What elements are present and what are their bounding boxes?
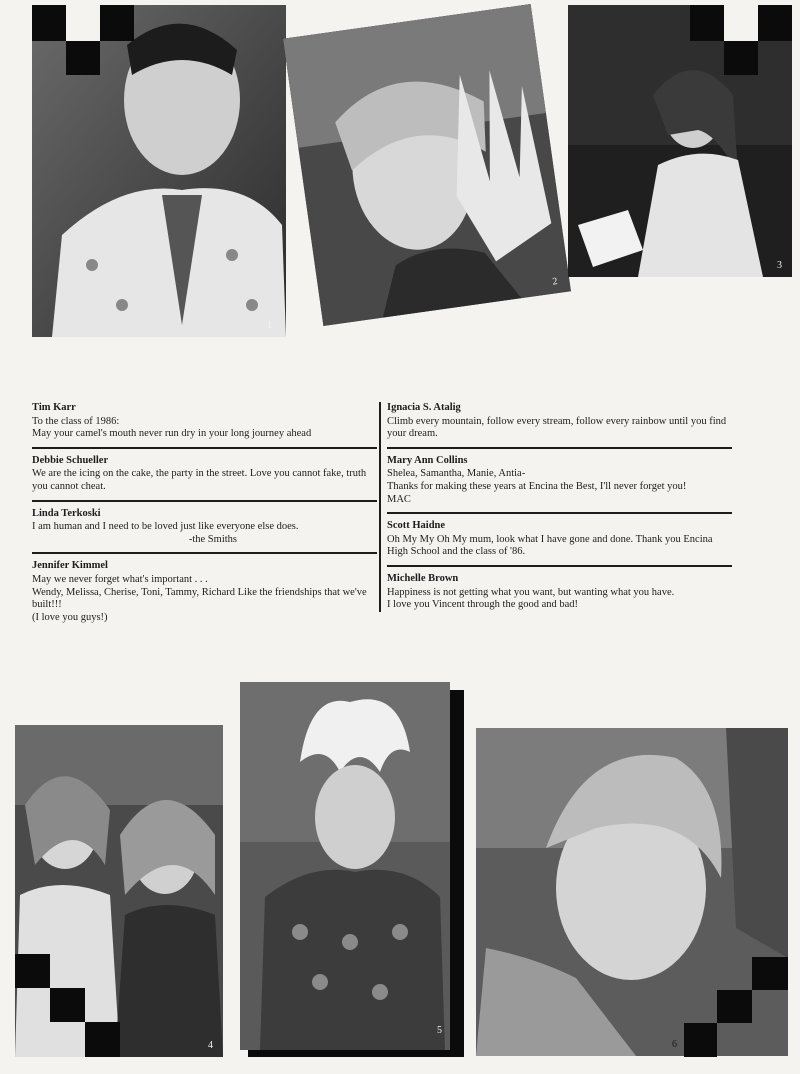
entry-line: Happiness is not getting what you want, but wanting what you have.	[387, 586, 675, 598]
entry-line: To the class of 1986:	[32, 415, 120, 427]
checker-block	[684, 1023, 717, 1057]
right-column	[387, 402, 732, 612]
divider	[387, 512, 732, 514]
photo-number: 6	[672, 1039, 677, 1050]
entry-line: May your camel's mouth never run dry in your long journey ahead	[32, 428, 312, 440]
entry-line: I love you Vincent through the good and bad!	[387, 599, 579, 611]
entry-mary-ann-collins	[387, 455, 732, 506]
entry-name: Mary Ann Collins	[387, 454, 468, 466]
checker-block	[717, 990, 752, 1023]
divider	[32, 552, 377, 554]
entry-line: Oh My My Oh My mum, look what I have gone and done. Thank you Encina High School and the class of '86.	[387, 533, 716, 558]
entry-name: Michelle Brown	[387, 572, 459, 584]
entry-name: Linda Terkoski	[32, 507, 101, 519]
checker-block	[724, 41, 758, 75]
entry-line: May we never forget what's important . . .	[32, 573, 208, 585]
photo-number: 2	[551, 276, 559, 288]
divider	[387, 565, 732, 567]
column-divider	[379, 402, 381, 612]
checker-block	[752, 957, 788, 990]
divider	[387, 447, 732, 449]
checker-block	[66, 41, 100, 75]
entry-line: We are the icing on the cake, the party in the street. Love you cannot fake, truth you cannot cheat.	[32, 468, 369, 492]
left-column	[32, 402, 377, 624]
checker-block	[690, 5, 724, 41]
entry-name: Scott Haidne	[387, 520, 446, 532]
entry-line: Shelea, Samantha, Manie, Antia-	[387, 468, 526, 480]
photo-number: 5	[437, 1025, 442, 1036]
checker-block	[50, 988, 85, 1022]
photo-3	[568, 5, 792, 277]
entry-line: I am human and I need to be loved just like everyone else does.	[32, 521, 299, 533]
entry-line: Climb every mountain, follow every stream, follow every rainbow until you find your dream.	[387, 415, 729, 440]
entry-debbie-schueller	[32, 455, 377, 494]
photo-5-image	[240, 682, 450, 1050]
checker-block	[85, 1022, 120, 1057]
entry-line: Wendy, Melissa, Cherise, Toni, Tammy, Richard Like the friendships that we've built!!!	[32, 586, 370, 611]
entry-ignacia-atalig	[387, 402, 732, 441]
checker-block	[66, 5, 100, 41]
entry-line: MAC	[387, 493, 411, 505]
entry-name: Debbie Schueller	[32, 454, 109, 466]
entry-signature: -the Smiths	[188, 533, 237, 545]
photo-5-shadow	[450, 690, 464, 1057]
photo-2	[283, 4, 571, 326]
photo-4	[15, 725, 223, 1057]
entry-michelle-brown	[387, 573, 732, 612]
checker-block	[758, 5, 792, 41]
entry-name: Jennifer Kimmel	[32, 560, 108, 572]
divider	[32, 500, 377, 502]
photo-3-image	[568, 5, 792, 277]
photo-number: 4	[208, 1040, 213, 1051]
checker-block	[15, 954, 50, 988]
entry-line: Thanks for making these years at Encina the Best, I'll never forget you!	[387, 480, 687, 492]
entry-scott-haidne	[387, 520, 732, 559]
checker-block	[32, 5, 66, 41]
entry-linda-terkoski	[32, 508, 377, 547]
entry-name: Tim Karr	[32, 402, 76, 413]
entry-line: (I love you guys!)	[32, 611, 108, 623]
checker-block	[100, 5, 134, 41]
photo-4-image	[15, 725, 223, 1057]
entry-tim-karr	[32, 402, 377, 441]
photo-number: 3	[777, 260, 782, 271]
photo-2-image	[283, 4, 571, 326]
divider	[32, 447, 377, 449]
entry-jennifer-kimmel	[32, 560, 377, 624]
checker-block	[724, 5, 758, 41]
photo-5	[240, 682, 450, 1050]
photo-number: 1	[267, 320, 272, 331]
entry-name: Ignacia S. Atalig	[387, 402, 461, 413]
photo-5-shadow	[248, 1050, 464, 1057]
